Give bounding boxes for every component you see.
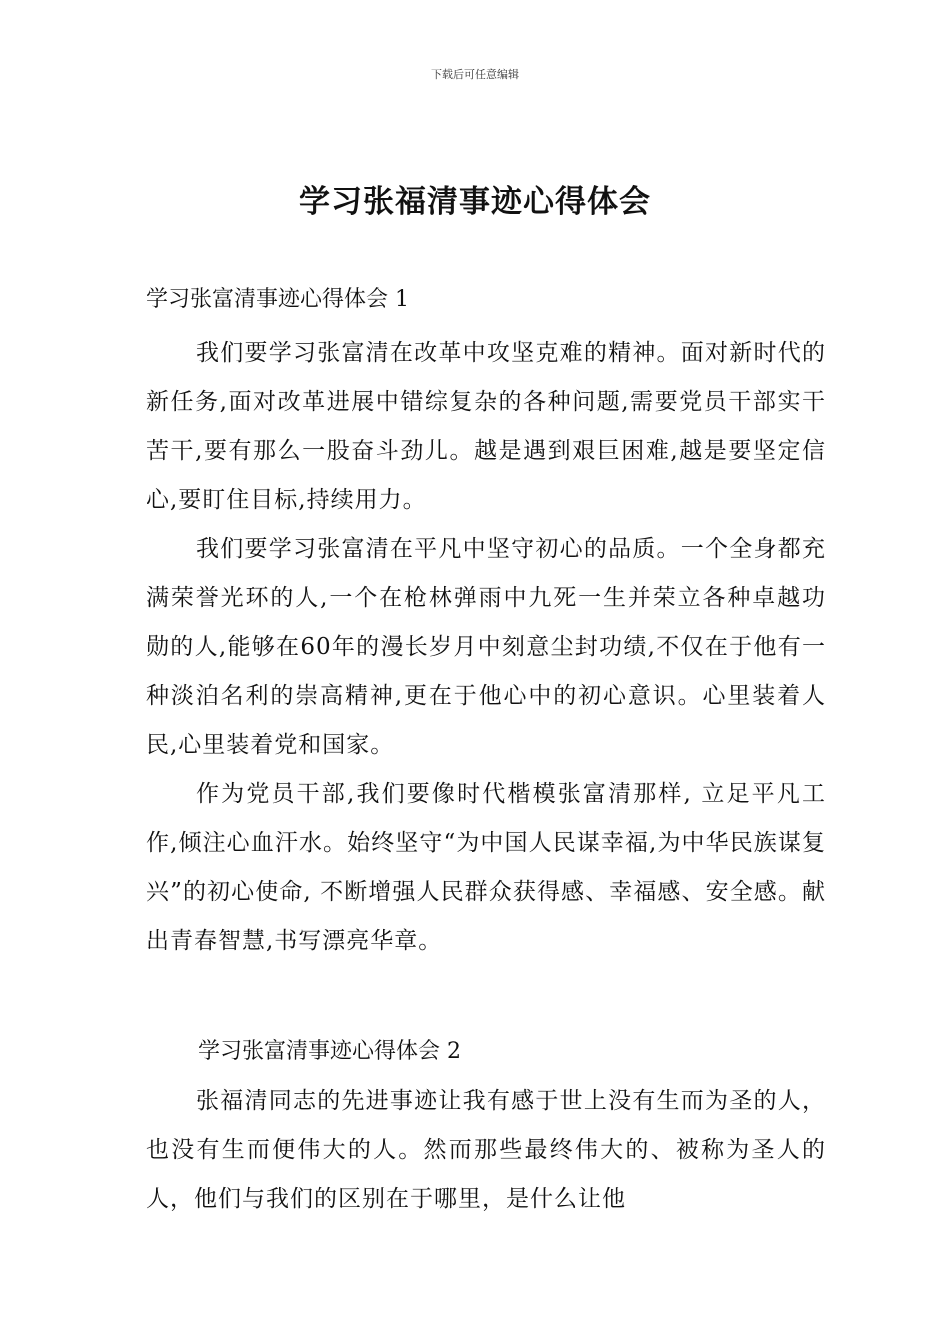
section-1-paragraph-1: 我们要学习张富清在改革中攻坚克难的精神。面对新时代的新任务,面对改革进展中错综复杂的各种问题,需要党员干部实干苦干,要有那么一股奋斗劲儿。越是遇到艰巨困难,越是要坚定信心,要盯住目标,持续用力。 xyxy=(146,340,826,513)
document-body xyxy=(146,280,826,1224)
section-1-heading: 学习张富清事迹心得体会 1 xyxy=(146,287,409,312)
section-spacer xyxy=(146,966,826,1032)
section-1-paragraph-3: 作为党员干部,我们要像时代楷模张富清那样, 立足平凡工作,倾注心血汗水。始终坚守“为中国人民谋幸福,为中华民族谋复兴”的初心使命, 不断增强人民群众获得感、幸福感、安全感。献出青春智慧,书写漂亮华章。 xyxy=(146,781,826,954)
header-note: 下载后可任意编辑 xyxy=(431,68,519,81)
section-2-heading: 学习张富清事迹心得体会 2 xyxy=(198,1039,461,1064)
section-2-paragraph-1: 张福清同志的先进事迹让我有感于世上没有生而为圣的人，也没有生而便伟大的人。然而那些最终伟大的、被称为圣人的人，他们与我们的区别在于哪里，是什么让他 xyxy=(146,1088,826,1212)
document-title: 学习张福清事迹心得体会 xyxy=(299,184,651,220)
section-1-paragraph-2: 我们要学习张富清在平凡中坚守初心的品质。一个全身都充满荣誉光环的人,一个在枪林弹雨中九死一生并荣立各种卓越功勋的人,能够在60年的漫长岁月中刻意尘封功绩,不仅在于他有一种淡泊名利的崇高精神,更在于他心中的初心意识。心里装着人民,心里装着党和国家。 xyxy=(146,536,826,758)
